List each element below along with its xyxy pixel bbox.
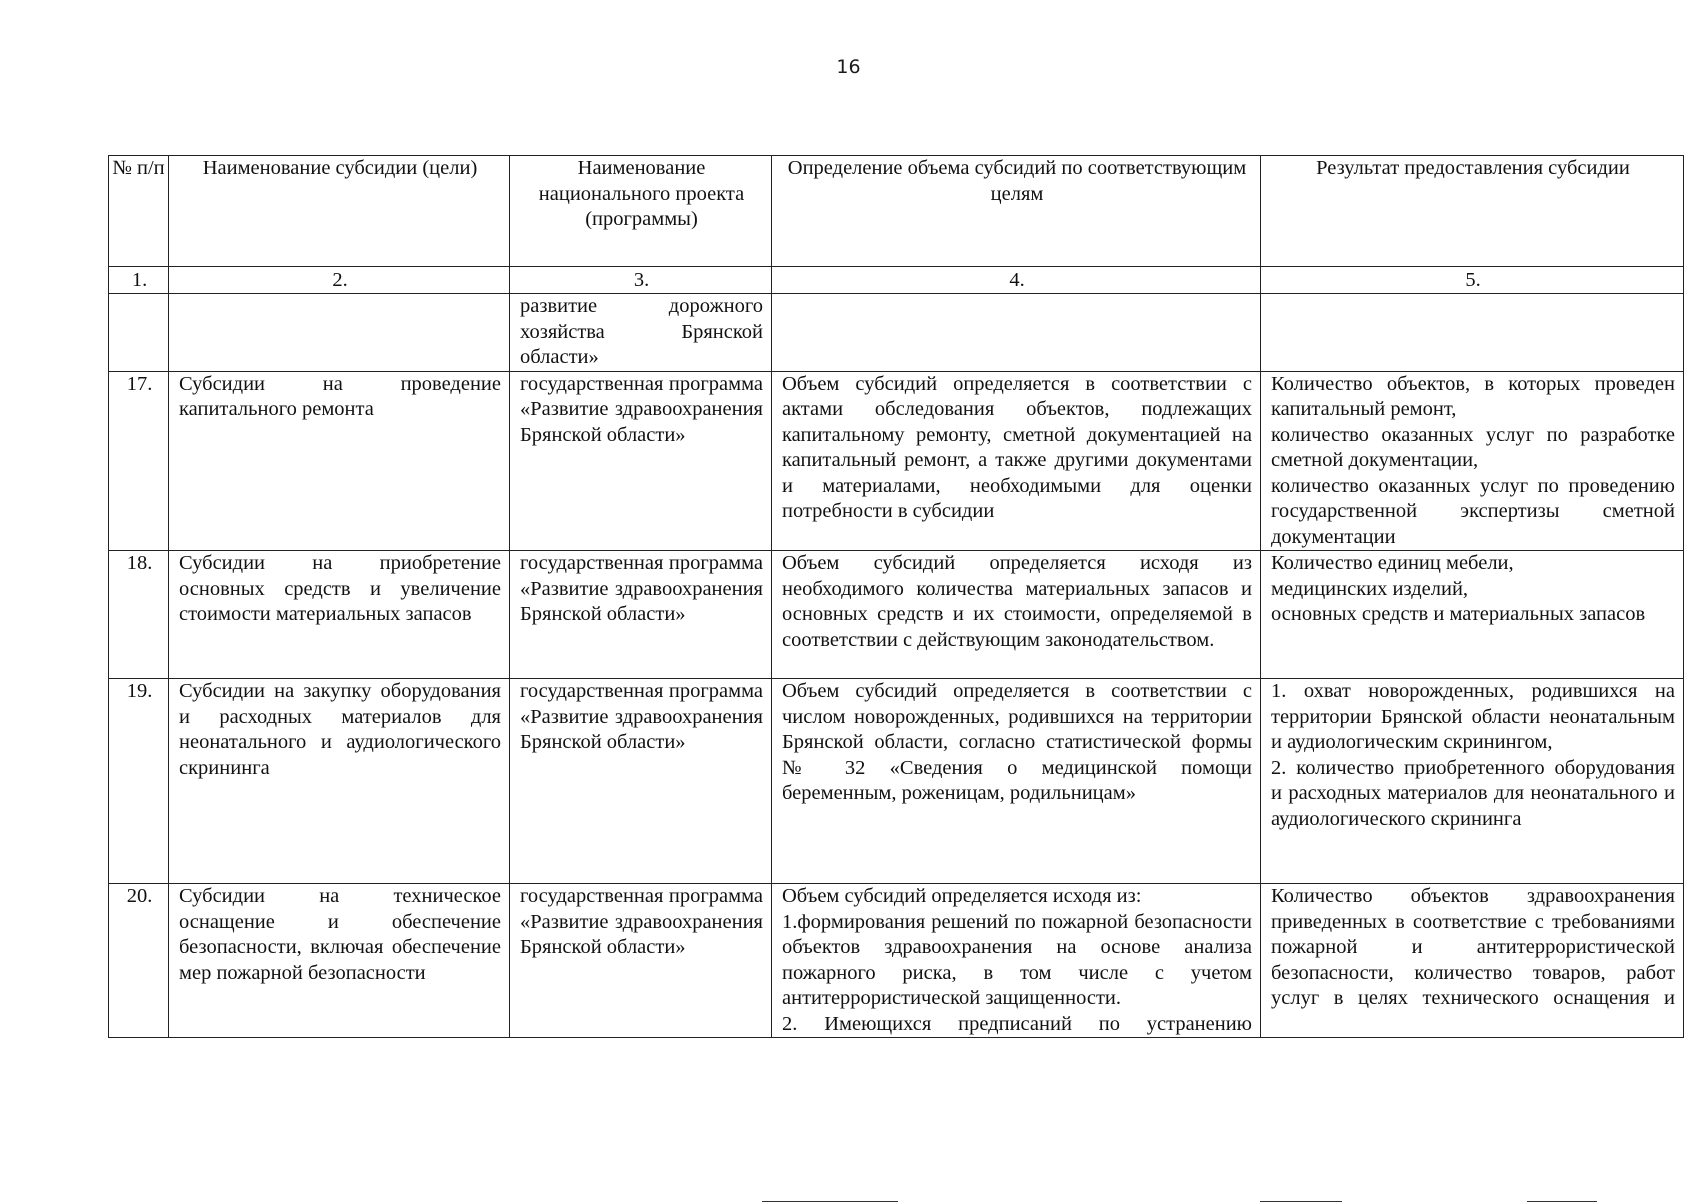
- row-subsidy-name: Субсидии на закупку оборудования и расходных материалов для неонатального и аудиологического скрининга: [169, 679, 510, 884]
- table-row-20: [109, 884, 1684, 1038]
- column-index-row: [109, 267, 1684, 294]
- row-subsidy-name: [169, 294, 510, 372]
- table-row-17: [109, 371, 1684, 551]
- row-volume: [772, 294, 1261, 372]
- row-volume: Объем субсидий определяется исходя из необходимого количества материальных запасов и основных средств и их стоимости, определяемой в соответствии с действующим законодательством.: [772, 551, 1261, 679]
- row-subsidy-name: Субсидии на техническое оснащение и обеспечение безопасности, включая обеспечение мер пожарной безопасности: [169, 884, 510, 1038]
- header-result: Результат предоставления субсидии: [1261, 156, 1684, 267]
- column-index: 5.: [1261, 267, 1684, 294]
- row-result: [1261, 884, 1684, 1038]
- result-line: количество оказанных услуг по проведению государственной экспертизы сметной документации: [1271, 474, 1675, 548]
- volume-line: Объем субсидий определяется исходя из:: [782, 885, 1142, 907]
- table-row-19: [109, 679, 1684, 884]
- row-program: государственная программа «Развитие здравоохранения Брянской области»: [510, 371, 772, 551]
- row-volume: Объем субсидий определяется в соответствии с числом новорожденных, родившихся на территории Брянской области, согласно статистической формы № 32 «Сведения о медицинской помощи беременным, роженицам, родильницам»: [772, 679, 1261, 884]
- table-row-continuation: [109, 294, 1684, 372]
- row-subsidy-name: Субсидии на приобретение основных средств и увеличение стоимости материальных запасов: [169, 551, 510, 679]
- row-program: развитие дорожного хозяйства Брянской области»: [510, 294, 772, 372]
- header-national-project: Наименование национального проекта (программы): [510, 156, 772, 267]
- header-subsidy-name: Наименование субсидии (цели): [169, 156, 510, 267]
- row-subsidy-name: Субсидии на проведение капитального ремонта: [169, 371, 510, 551]
- row-number: 18.: [109, 551, 169, 679]
- row-number: 17.: [109, 371, 169, 551]
- volume-line: 2. Имеющихся предписаний по устранению: [782, 1012, 1252, 1035]
- row-volume: Объем субсидий определяется в соответствии с актами обследования объектов, подлежащих капитальному ремонту, сметной документацией на капитальный ремонт, а также другими документами и материалами, необходимыми для оценки потребности в субсидии: [772, 371, 1261, 551]
- column-index: 4.: [772, 267, 1261, 294]
- header-number: № п/п: [109, 156, 169, 267]
- header-volume-definition: Определение объема субсидий по соответствующим целям: [772, 156, 1261, 267]
- page-number: 16: [836, 56, 861, 78]
- table-row-18: [109, 551, 1684, 679]
- row-program: государственная программа «Развитие здравоохранения Брянской области»: [510, 551, 772, 679]
- subsidy-table: [108, 155, 1684, 1038]
- column-index: 3.: [510, 267, 772, 294]
- column-index: 1.: [109, 267, 169, 294]
- row-volume: [772, 884, 1261, 1038]
- row-result: [1261, 371, 1684, 551]
- result-line: Количество объектов, в которых проведен капитальный ремонт,: [1271, 372, 1675, 420]
- volume-line: 1.формирования решений по пожарной безопасности объектов здравоохранения на основе анализа пожарного риска, в том числе с учетом антитеррористической защищенности.: [782, 910, 1252, 1009]
- row-result: [1261, 551, 1684, 679]
- row-number: 20.: [109, 884, 169, 1038]
- column-index: 2.: [169, 267, 510, 294]
- row-result: [1261, 679, 1684, 884]
- result-line: 2. количество приобретенного оборудования и расходных материалов для неонатального и аудиологического скрининга: [1271, 756, 1675, 830]
- table-header-row: [109, 156, 1684, 267]
- row-result: [1261, 294, 1684, 372]
- result-line: 1. охват новорожденных, родившихся на территории Брянской области неонатальным и аудиологическим скринингом,: [1271, 680, 1675, 753]
- row-number: [109, 294, 169, 372]
- result-line: Количество объектов здравоохранения приведенных в соответствие с требованиями пожарной и антитеррористической безопасности, количество товаров, работ услуг в целях технического оснащения и: [1271, 885, 1675, 1009]
- result-line: Количество единиц мебели,: [1271, 552, 1514, 574]
- result-line: основных средств и материальных запасов: [1271, 603, 1646, 625]
- result-line: медицинских изделий,: [1271, 577, 1469, 600]
- result-line: количество оказанных услуг по разработке сметной документации,: [1271, 423, 1675, 471]
- row-program: государственная программа «Развитие здравоохранения Брянской области»: [510, 884, 772, 1038]
- row-number: 19.: [109, 679, 169, 884]
- row-program: государственная программа «Развитие здравоохранения Брянской области»: [510, 679, 772, 884]
